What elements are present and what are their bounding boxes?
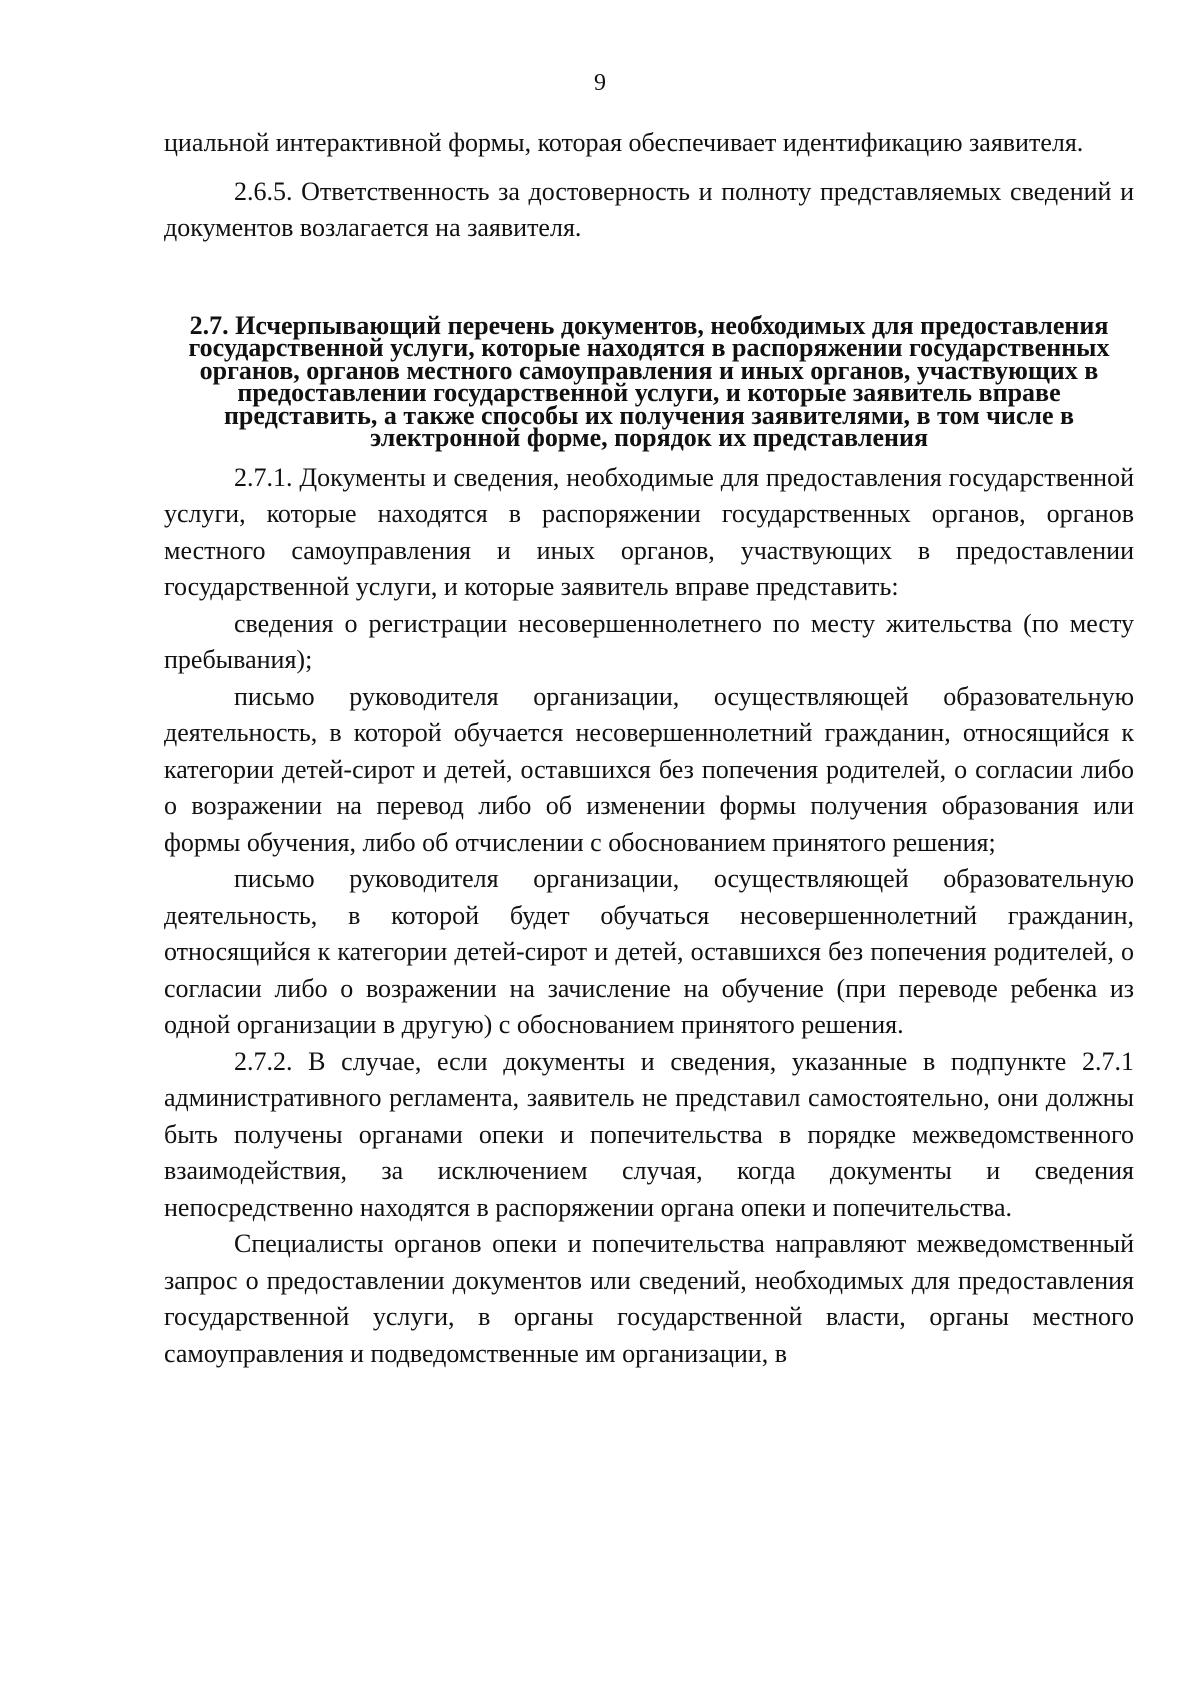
list-item-letter-current-org: письмо руководителя организации, осуществляющей образовательную деятельность, в которой обучается несовершеннолетний гражданин, относящийся к категории детей-сирот и детей, оставшихся без попечения родителей, о согласии либо о возражении на перевод либо об изменении формы получения образования или формы обучения, либо об отчислении с обоснованием принятого решения;: [164, 681, 1134, 857]
document-body: [164, 125, 1134, 1372]
paragraph-2-7-2: 2.7.2. В случае, если документы и сведения, указанные в подпункте 2.7.1 административного регламента, заявитель не представил самостоятельно, они должны быть получены органами опеки и попечительства в порядке межведомственного взаимодействия, за исключением случая, когда документы и сведения непосредственно находятся в распоряжении органа опеки и попечительства.: [164, 1046, 1134, 1222]
paragraph-interagency-request: Специалисты органов опеки и попечительства направляют межведомственный запрос о предоставлении документов или сведений, необходимых для предоставления государственной услуги, в органы государственной власти, органы местного самоуправления и подведомственные им организации, в: [164, 1229, 1134, 1368]
list-item-letter-new-org: письмо руководителя организации, осуществляющей образовательную деятельность, в которой будет обучаться несовершеннолетний гражданин, относящийся к категории детей-сирот и детей, оставшихся без попечения родителей, о согласии либо о возражении на зачисление на обучение (при переводе ребенка из одной организации в другую) с обоснованием принятого решения.: [164, 864, 1134, 1039]
paragraph-continuation: циальной интерактивной формы, которая обеспечивает идентификацию заявителя.: [164, 128, 1084, 157]
list-item-registration: сведения о регистрации несовершеннолетнего по месту жительства (по месту пребывания);: [164, 608, 1134, 674]
section-heading-2-7: 2.7. Исчерпывающий перечень документов, необходимых для предоставления государственной услуги, которые находятся в распоряжении государственных органов, органов местного самоуправления и иных органов, участвующих в предоставлении государственной услуги, и которые заявитель вправе представить, а также способы их получения заявителями, в том числе в электронной форме, порядок их представления: [188, 310, 1110, 452]
paragraph-2-7-1: 2.7.1. Документы и сведения, необходимые для предоставления государственной услуги, которые находятся в распоряжении государственных органов, органов местного самоуправления и иных органов, участвующих в предоставлении государственной услуги, и которые заявитель вправе представить:: [164, 462, 1134, 601]
page-number: 9: [594, 70, 606, 96]
paragraph-2-6-5: 2.6.5. Ответственность за достоверность и полноту представляемых сведений и документов возлагается на заявителя.: [164, 176, 1134, 242]
